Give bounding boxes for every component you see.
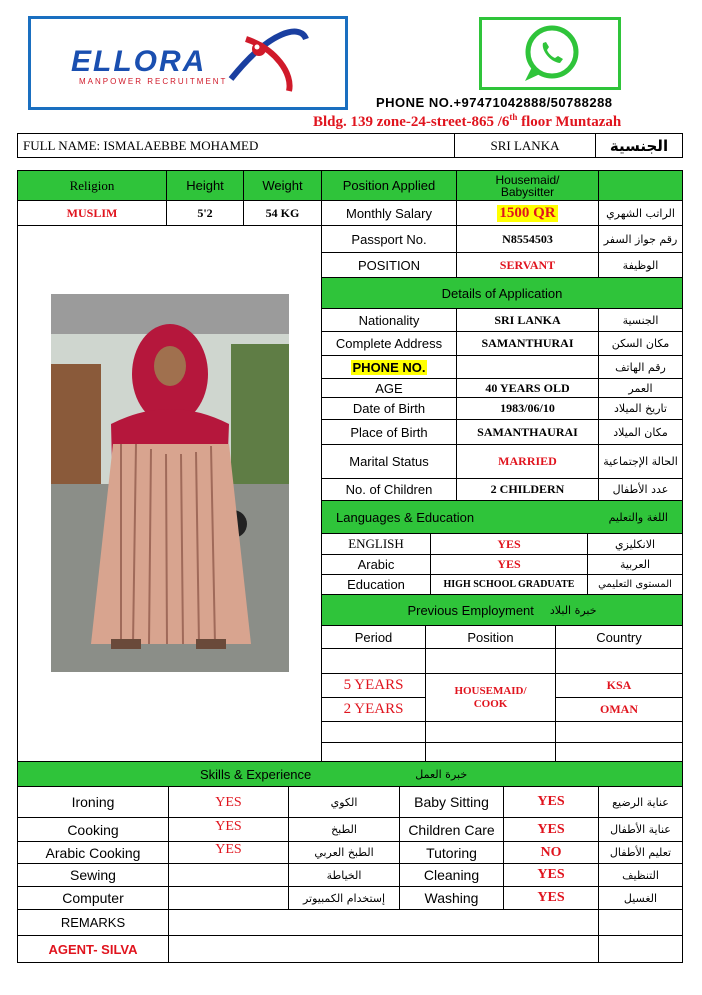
emp-country-1: KSA: [555, 673, 683, 698]
full-name-value: ISMALAEBBE MOHAMED: [103, 137, 259, 153]
skill-cooking-value: YES: [168, 817, 289, 842]
address-pre: Bldg. 139 zone-24-street-865 /6: [313, 114, 510, 130]
skill-cleaning: Cleaning: [399, 863, 504, 887]
header-religion-label: Religion: [69, 177, 115, 193]
emp-blank-period-1: [321, 648, 426, 674]
skills-title-ar: خبرة العمل: [415, 767, 468, 781]
header-height: [166, 170, 244, 201]
dob-label: Date of Birth: [321, 397, 457, 420]
skills-title-bar: [17, 761, 683, 787]
address-sup: th: [509, 112, 518, 122]
address-value: SAMANTHURAI: [456, 331, 599, 356]
skill-babysitting-value: YES: [503, 786, 599, 818]
skill-childrencare-ar: عناية الأطفال: [598, 817, 683, 842]
header-housemaid-label: Housemaid/ Babysitter: [495, 172, 560, 199]
emp-blank-period-3: [321, 721, 426, 743]
marital-value: MARRIED: [456, 444, 599, 479]
full-name-label: FULL NAME:: [23, 137, 101, 153]
emp-period-1: 5 YEARS: [321, 673, 426, 698]
skill-cleaning-value: YES: [503, 863, 599, 887]
position-ar: الوظيفة: [598, 252, 683, 278]
logo-subtitle: MANPOWER RECRUITMENT: [79, 77, 228, 86]
religion-value: MUSLIM: [17, 200, 167, 226]
emp-header-country: Country: [555, 625, 683, 649]
remarks-blank-1: [168, 909, 599, 936]
skill-arabic-cooking-value: YES: [168, 841, 289, 864]
salary-cell: [456, 200, 599, 226]
skill-cooking: Cooking: [17, 817, 169, 842]
remarks-blank-ar-2: [598, 935, 683, 963]
company-logo: [28, 16, 348, 110]
emp-blank-position-4: [425, 742, 556, 762]
nationality-ar: الجنسية: [598, 308, 683, 332]
pob-label: Place of Birth: [321, 419, 457, 445]
whatsapp-logo: [479, 17, 621, 90]
details-title: Details of Application: [321, 277, 683, 309]
phone-line: PHONE NO.+97471042888/50788288: [376, 95, 613, 110]
header-weight: [243, 170, 322, 201]
children-value: 2 CHILDERN: [456, 478, 599, 501]
remarks-label: REMARKS: [17, 909, 169, 936]
weight-value: 54 KG: [243, 200, 322, 226]
address-label: Complete Address: [321, 331, 457, 356]
skill-ironing: Ironing: [17, 786, 169, 818]
address-line: [313, 112, 621, 131]
logo-text: ELLORA: [71, 45, 207, 78]
agent-name: AGENT- SILVA: [17, 935, 169, 963]
skill-babysitting: Baby Sitting: [399, 786, 504, 818]
emp-blank-country-4: [555, 742, 683, 762]
salary-value: 1500 QR: [499, 204, 556, 221]
age-value: 40 YEARS OLD: [456, 378, 599, 398]
emp-period-2: 2 YEARS: [321, 697, 426, 722]
position-value: SERVANT: [456, 252, 599, 278]
skill-computer-value: [168, 886, 289, 910]
nationality-label: Nationality: [321, 308, 457, 332]
emp-header-position: Position: [425, 625, 556, 649]
education-ar: المستوى التعليمي: [587, 574, 683, 595]
header-blank: [598, 170, 683, 201]
skill-tutoring-value: NO: [503, 841, 599, 864]
emp-blank-period-4: [321, 742, 426, 762]
position-label: POSITION: [321, 252, 457, 278]
phone-value: [456, 355, 599, 379]
skill-sewing: Sewing: [17, 863, 169, 887]
whatsapp-icon: [510, 23, 590, 85]
arabic-label: Arabic: [321, 554, 431, 575]
age-label: AGE: [321, 378, 457, 398]
marital-ar: الحالة الإجتماعية: [598, 444, 683, 479]
education-label: Education: [321, 574, 431, 595]
education-value: HIGH SCHOOL GRADUATE: [430, 574, 588, 595]
height-value: 5'2: [166, 200, 244, 226]
skill-arabic-cooking-ar: الطبخ العربي: [288, 841, 400, 864]
pob-value: SAMANTHAURAI: [456, 419, 599, 445]
skill-childrencare-value: YES: [503, 817, 599, 842]
skills-title: Skills & Experience: [200, 766, 312, 782]
dob-value: 1983/06/10: [456, 397, 599, 420]
full-name-cell: [17, 133, 455, 158]
children-label: No. of Children: [321, 478, 457, 501]
pob-ar: مكان الميلاد: [598, 419, 683, 445]
header-position-applied-label: Position Applied: [342, 178, 436, 193]
passport-label: Passport No.: [321, 225, 457, 253]
skill-ironing-ar: الكوي: [288, 786, 400, 818]
arabic-ar: العربية: [587, 554, 683, 575]
nationality-value: SRI LANKA: [456, 308, 599, 332]
children-ar: عدد الأطفال: [598, 478, 683, 501]
skill-cleaning-ar: التنظيف: [598, 863, 683, 887]
emp-blank-country-1: [555, 648, 683, 674]
skill-sewing-value: [168, 863, 289, 887]
skill-ironing-value: YES: [168, 786, 289, 818]
skill-sewing-ar: الخياطة: [288, 863, 400, 887]
skill-childrencare: Children Care: [399, 817, 504, 842]
header-position-applied: [321, 170, 457, 201]
skill-arabic-cooking: Arabic Cooking: [17, 841, 169, 864]
phone-label-cell: [321, 355, 457, 379]
arabic-value: YES: [430, 554, 588, 575]
header-weight-label: Weight: [262, 178, 303, 193]
age-ar: العمر: [598, 378, 683, 398]
remarks-blank-2: [168, 935, 599, 963]
salary-label: Monthly Salary: [321, 200, 457, 226]
employment-title-bar: [321, 594, 683, 626]
languages-title-ar: اللغة والتعليم: [608, 510, 668, 524]
skill-computer-ar: إستخدام الكمبيوتر: [288, 886, 400, 910]
skill-washing-value: YES: [503, 886, 599, 910]
skill-washing-ar: الغسيل: [598, 886, 683, 910]
skill-tutoring-ar: تعليم الأطفال: [598, 841, 683, 864]
marital-label: Marital Status: [321, 444, 457, 479]
dob-ar: تاريخ الميلاد: [598, 397, 683, 420]
emp-blank-country-3: [555, 721, 683, 743]
nationality-top-value: SRI LANKA: [490, 137, 560, 153]
header-height-label: Height: [186, 178, 224, 193]
salary-ar: الراتب الشهري: [598, 200, 683, 226]
emp-blank-position-3: [425, 721, 556, 743]
english-label: ENGLISH: [321, 533, 431, 555]
nationality-top-cell: [454, 133, 596, 158]
emp-header-period: Period: [321, 625, 426, 649]
phone-label: PHONE NO.: [352, 359, 426, 375]
address-ar: مكان السكن: [598, 331, 683, 356]
remarks-blank-ar-1: [598, 909, 683, 936]
skill-tutoring: Tutoring: [399, 841, 504, 864]
header-housemaid: [456, 170, 599, 201]
skill-washing: Washing: [399, 886, 504, 910]
languages-title: Languages & Education: [336, 509, 475, 525]
phone-ar: رقم الهاتف: [598, 355, 683, 379]
english-ar: الانكليزي: [587, 533, 683, 555]
header-religion: [17, 170, 167, 201]
passport-value: N8554503: [456, 225, 599, 253]
skill-cooking-ar: الطبخ: [288, 817, 400, 842]
emp-country-2: OMAN: [555, 697, 683, 722]
address-post: floor Muntazah: [517, 114, 622, 130]
emp-blank-position-1: [425, 648, 556, 674]
skill-computer: Computer: [17, 886, 169, 910]
english-value: YES: [430, 533, 588, 555]
skill-babysitting-ar: عناية الرضيع: [598, 786, 683, 818]
emp-position: HOUSEMAID/ COOK: [425, 673, 556, 722]
languages-title-bar: [321, 500, 683, 534]
nationality-top-ar: الجنسية: [609, 136, 669, 155]
nationality-top-ar-cell: [595, 133, 683, 158]
passport-ar: رقم جواز السفر: [598, 225, 683, 253]
employment-title: Previous Employment: [407, 602, 534, 618]
employment-title-ar: خبرة البلاد: [549, 603, 597, 617]
candidate-photo: [51, 294, 289, 672]
